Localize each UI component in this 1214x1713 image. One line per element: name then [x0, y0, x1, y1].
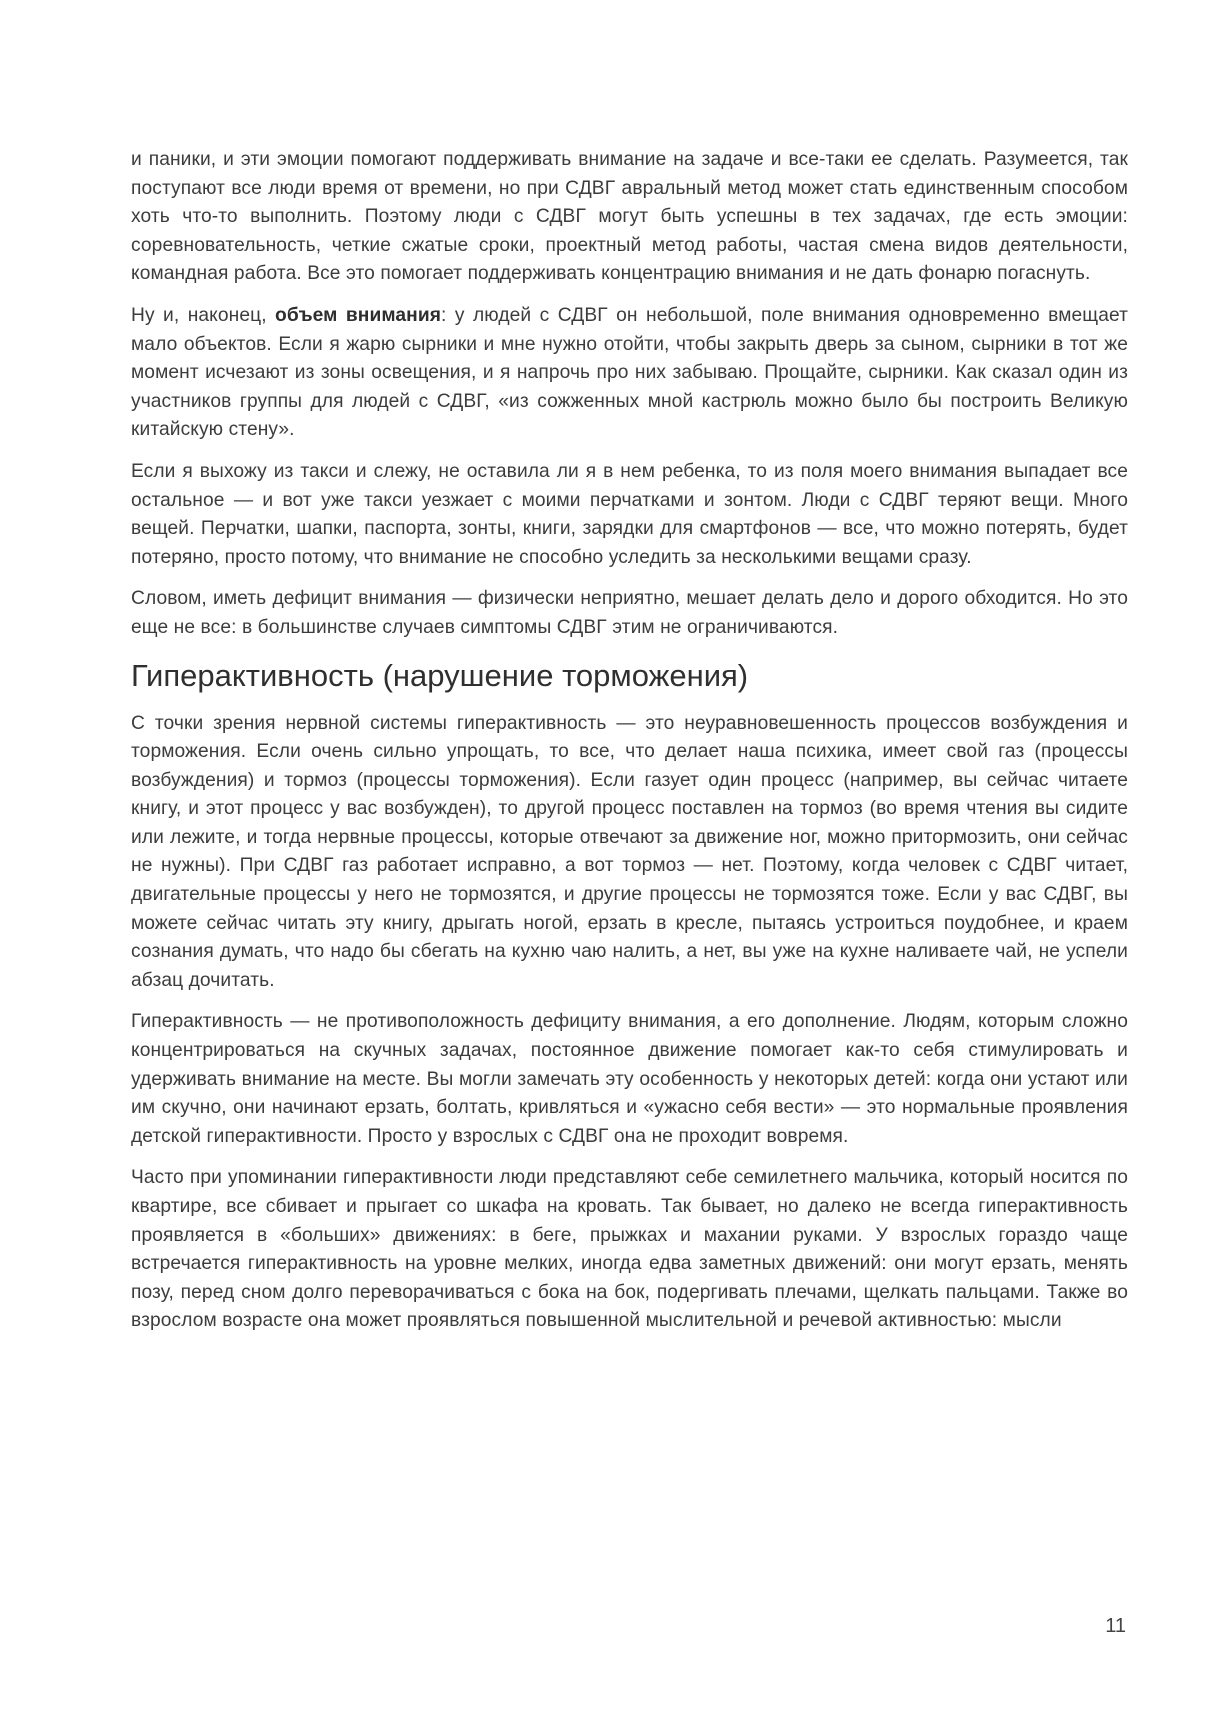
- paragraph-emotions: и паники, и эти эмоции помогают поддерживать внимание на задаче и все-таки ее сделать. Разумеется, так поступают все люди время от времени, но при СДВГ авральный метод может стать единственным способом хоть что-то выполнить. Поэтому люди с СДВГ могут быть успешны в тех задачах, где есть эмоции: соревновательность, четкие сжатые сроки, проектный метод работы, частая смена видов деятельности, командная работа. Все это помогает поддерживать концентрацию внимания и не дать фонарю погаснуть.: [131, 149, 1128, 285]
- paragraph-nervous-system: С точки зрения нервной системы гиперактивность — это неуравновешенность процессов возбуждения и торможения. Если очень сильно упрощать, то все, что делает наша психика, имеет свой газ (процессы возбуждения) и тормоз (процессы торможения). Если газует один процесс (например, вы сейчас читаете книгу, и этот процесс у вас возбужден), то другой процесс поставлен на тормоз (во время чтения вы сидите или лежите, и тогда нервные процессы, которые отвечают за движение ног, можно притормозить, они сейчас не нужны). При СДВГ газ работает исправно, а вот тормоз — нет. Поэтому, когда человек с СДВГ читает, двигательные процессы у него не тормозятся, и другие процессы не тормозятся тоже. Если у вас СДВГ, вы можете сейчас читать эту книгу, дрыгать ногой, ерзать в кресле, пытаясь устроиться поудобнее, и краем сознания думать, что надо бы сбегать на кухню чаю налить, а нет, вы уже на кухне наливаете чай, не успели абзац дочитать.: [131, 712, 1128, 991]
- attention-rest: : у людей с СДВГ он небольшой, поле внимания одновременно вмещает мало объектов. Если я жарю сырники и мне нужно отойти, чтобы закрыть дверь за сыном, сырники в тот же момент исчезают из зоны освещения, и я напрочь про них забываю. Прощайте, сырники. Как сказал один из участников группы для людей с СДВГ, «из сожженных мной кастрюль можно было бы построить Великую китайскую стену».: [131, 304, 1128, 441]
- paragraph-attention-span: [131, 302, 1128, 445]
- paragraph-summary: Словом, иметь дефицит внимания — физически неприятно, мешает делать дело и дорого обходится. Но это еще не все: в большинстве случаев симптомы СДВГ этим не ограничиваются.: [131, 588, 1128, 638]
- paragraph-losing-things: Если я выхожу из такси и слежу, не оставила ли я в нем ребенка, то из поля моего внимания выпадает все остальное — и вот уже такси уезжает с моими перчатками и зонтом. Люди с СДВГ теряют вещи. Много вещей. Перчатки, шапки, паспорта, зонты, книги, зарядки для смартфонов — все, что можно потерять, будет потеряно, просто потому, что внимание не способно уследить за несколькими вещами сразу.: [131, 460, 1128, 568]
- paragraph-hyperactivity-complement: Гиперактивность — не противоположность дефициту внимания, а его дополнение. Людям, которым сложно концентрироваться на скучных задачах, постоянное движение помогает как-то себя стимулировать и удерживать внимание на месте. Вы могли замечать эту особенность у некоторых детей: когда они устают или им скучно, они начинают ерзать, болтать, кривляться и «ужасно себя вести» — это нормальные проявления детской гиперактивности. Просто у взрослых с СДВГ она не проходит вовремя.: [131, 1011, 1128, 1147]
- section-heading: Гиперактивность (нарушение торможения): [131, 657, 749, 693]
- attention-span-term: объем внимания: [275, 304, 442, 326]
- body-text: [131, 146, 1128, 1349]
- page-number: 11: [1105, 1615, 1126, 1637]
- paragraph-adult-hyperactivity: Часто при упоминании гиперактивности люди представляют себе семилетнего мальчика, который носится по квартире, все сбивает и прыгает со шкафа на кровать. Так бывает, но далеко не всегда гиперактивность проявляется в «больших» движениях: в беге, прыжках и махании руками. У взрослых гораздо чаще встречается гиперактивность на уровне мелких, иногда едва заметных движений: они могут ерзать, менять позу, перед сном долго переворачиваться с бока на бок, подергивать плечами, щелкать пальцами. Также во взрослом возрасте она может проявляться повышенной мыслительной и речевой активностью: мысли: [131, 1167, 1128, 1332]
- attention-intro: Ну и, наконец,: [131, 304, 276, 326]
